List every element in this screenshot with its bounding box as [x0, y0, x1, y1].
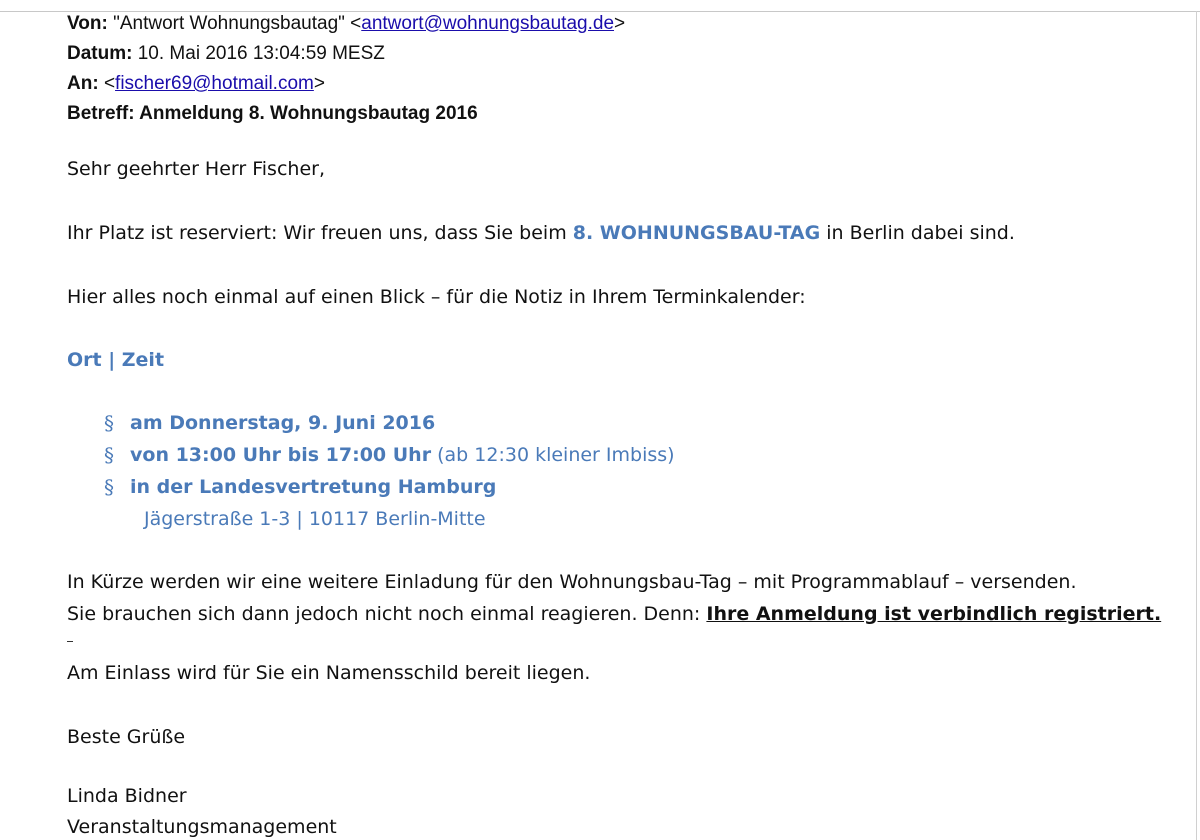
header-date [67, 42, 385, 66]
p1-text-b: in Berlin dabei sind. [820, 222, 1015, 244]
to-start: < [103, 73, 116, 94]
header-from [67, 12, 625, 36]
event-name-highlight: 8. WOHNUNGSBAU-TAG [572, 222, 821, 244]
from-label: Von: [67, 13, 108, 34]
closing: Beste Grüße [67, 726, 186, 748]
to-email-link[interactable]: fischer69@hotmail.com [115, 73, 314, 94]
header-subject [67, 102, 478, 126]
paragraph-reserved [67, 221, 1015, 245]
signature-title: Veranstaltungsmanagement [67, 816, 337, 838]
paragraph-invitation-line1: In Kürze werden wir eine weitere Einladung für den Wohnungsbau-Tag – mit Programmablauf – versenden. [67, 571, 1077, 593]
section-title: Ort | Zeit [67, 349, 165, 371]
date-label: Datum: [67, 43, 133, 64]
paragraph-overview: Hier alles noch einmal auf einen Blick – für die Notiz in Ihrem Terminkalender: [67, 286, 806, 308]
header-to [67, 72, 325, 96]
to-label: An: [67, 73, 99, 94]
p3-text-a: Sie brauchen sich dann jedoch nicht noch einmal reagieren. Denn: [67, 603, 707, 625]
bullet-icon: § [104, 475, 114, 499]
from-end: > [614, 13, 626, 34]
bullet-icon: § [104, 443, 114, 467]
bullet-date [130, 411, 435, 435]
registration-confirmed: Ihre Anmeldung ist verbindlich registriert. [706, 603, 1162, 625]
bullet-time-rest: (ab 12:30 kleiner Imbiss) [431, 444, 675, 466]
from-name: "Antwort Wohnungsbautag" < [113, 13, 362, 34]
signature-name: Linda Bidner [67, 785, 187, 807]
right-border [1196, 11, 1197, 840]
bullet-icon: § [104, 411, 114, 435]
date-value: 10. Mai 2016 13:04:59 MESZ [137, 43, 385, 64]
bullet-date-text: am Donnerstag, 9. Juni 2016 [130, 412, 436, 434]
from-email-link[interactable]: antwort@wohnungsbautag.de [361, 13, 615, 34]
address: Jägerstraße 1-3 | 10117 Berlin-Mitte [144, 508, 486, 530]
stray-dash [67, 641, 73, 642]
greeting: Sehr geehrter Herr Fischer, [67, 158, 325, 180]
p1-text-a: Ihr Platz ist reserviert: Wir freuen uns, dass Sie beim [67, 222, 573, 244]
paragraph-namebadge: Am Einlass wird für Sie ein Namensschild bereit liegen. [67, 662, 591, 684]
paragraph-invitation-line2 [67, 602, 1161, 626]
to-end: > [313, 73, 325, 94]
bullet-time [130, 443, 675, 467]
bullet-time-bold: von 13:00 Uhr bis 17:00 Uhr [130, 444, 432, 466]
bullet-location [130, 475, 496, 499]
subject: Betreff: Anmeldung 8. Wohnungsbautag 2016 [67, 103, 478, 124]
bullet-location-text: in der Landesvertretung Hamburg [130, 476, 497, 498]
